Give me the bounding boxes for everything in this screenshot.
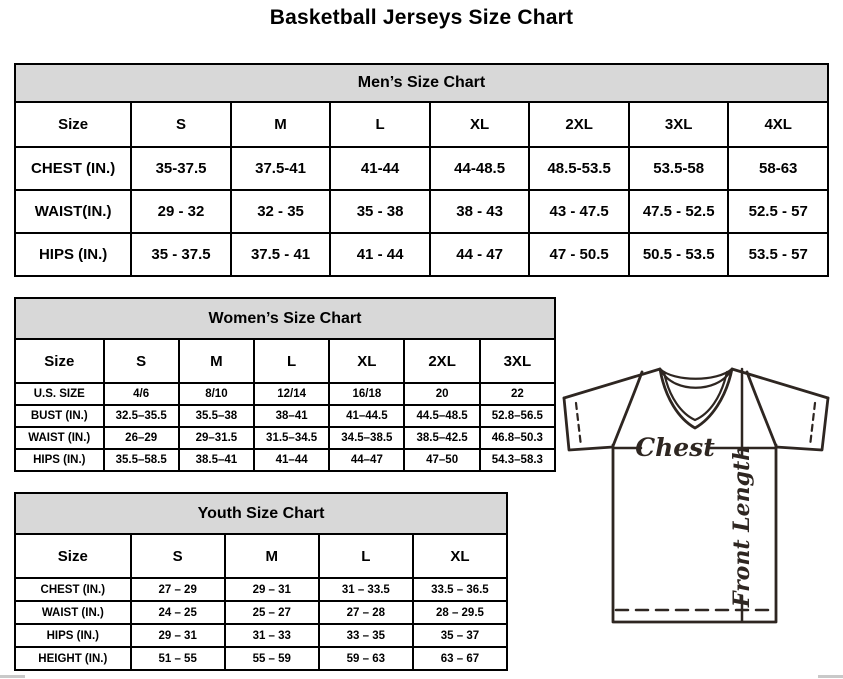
- size-value-cell: 31 – 33.5: [319, 578, 413, 601]
- table-row: [15, 449, 555, 471]
- table-row: [15, 190, 828, 233]
- measurement-row-label: U.S. SIZE: [15, 383, 104, 405]
- size-value-cell: 35.5–58.5: [104, 449, 179, 471]
- size-value-cell: 47–50: [404, 449, 479, 471]
- measurement-row-label: WAIST (IN.): [15, 427, 104, 449]
- size-value-cell: 24 – 25: [131, 601, 225, 624]
- size-value-cell: 27 – 29: [131, 578, 225, 601]
- womens-size-table: [14, 338, 556, 472]
- size-value-cell: 38.5–42.5: [404, 427, 479, 449]
- table-row: [15, 383, 555, 405]
- size-value-cell: 29–31.5: [179, 427, 254, 449]
- measurement-row-label: WAIST(IN.): [15, 190, 131, 233]
- jersey-shoulder-lines: [564, 369, 828, 398]
- size-value-cell: 4/6: [104, 383, 179, 405]
- size-value-cell: 38 - 43: [430, 190, 530, 233]
- measurement-row-label: HIPS (IN.): [15, 624, 131, 647]
- size-value-cell: 33.5 – 36.5: [413, 578, 507, 601]
- table-row: [15, 233, 828, 276]
- size-value-cell: 44–47: [329, 449, 404, 471]
- size-value-cell: 41–44: [254, 449, 329, 471]
- womens-chart-title: Women’s Size Chart: [14, 297, 556, 338]
- size-value-cell: 55 – 59: [225, 647, 319, 670]
- size-value-cell: 28 – 29.5: [413, 601, 507, 624]
- size-value-cell: 25 – 27: [225, 601, 319, 624]
- size-value-cell: 33 – 35: [319, 624, 413, 647]
- measurement-row-label: BUST (IN.): [15, 405, 104, 427]
- size-value-cell: 54.3–58.3: [480, 449, 555, 471]
- size-value-cell: 20: [404, 383, 479, 405]
- size-corner-header: Size: [15, 534, 131, 578]
- size-value-cell: 12/14: [254, 383, 329, 405]
- table-row: [15, 578, 507, 601]
- size-value-cell: 41 - 44: [330, 233, 430, 276]
- size-value-cell: 52.5 - 57: [728, 190, 828, 233]
- table-row: [15, 147, 828, 190]
- size-value-cell: 44-48.5: [430, 147, 530, 190]
- size-value-cell: 32.5–35.5: [104, 405, 179, 427]
- size-column-header: L: [254, 339, 329, 383]
- size-column-header: M: [231, 102, 331, 147]
- chest-label: Chest: [635, 433, 715, 462]
- size-value-cell: 22: [480, 383, 555, 405]
- size-value-cell: 38–41: [254, 405, 329, 427]
- size-value-cell: 44 - 47: [430, 233, 530, 276]
- table-row: [15, 647, 507, 670]
- size-value-cell: 29 – 31: [131, 624, 225, 647]
- size-value-cell: 34.5–38.5: [329, 427, 404, 449]
- jersey-right-sleeve: [776, 398, 828, 450]
- table-row: [15, 624, 507, 647]
- size-corner-header: Size: [15, 339, 104, 383]
- size-value-cell: 37.5-41: [231, 147, 331, 190]
- size-column-header: 3XL: [480, 339, 555, 383]
- size-value-cell: 53.5-58: [629, 147, 729, 190]
- size-corner-header: Size: [15, 102, 131, 147]
- measurement-row-label: WAIST (IN.): [15, 601, 131, 624]
- jersey-left-sleeve: [564, 398, 613, 450]
- size-value-cell: 35.5–38: [179, 405, 254, 427]
- size-value-cell: 31 – 33: [225, 624, 319, 647]
- size-column-header: M: [225, 534, 319, 578]
- size-column-header: XL: [413, 534, 507, 578]
- size-value-cell: 29 - 32: [131, 190, 231, 233]
- size-value-cell: 53.5 - 57: [728, 233, 828, 276]
- size-value-cell: 35 - 38: [330, 190, 430, 233]
- size-column-header: L: [330, 102, 430, 147]
- measurement-row-label: HIPS (IN.): [15, 233, 131, 276]
- size-column-header: S: [131, 534, 225, 578]
- mens-size-table: [14, 101, 829, 277]
- size-column-header: 2XL: [404, 339, 479, 383]
- size-value-cell: 38.5–41: [179, 449, 254, 471]
- measurement-row-label: CHEST (IN.): [15, 578, 131, 601]
- youth-size-chart: [14, 492, 508, 671]
- size-column-header: 3XL: [629, 102, 729, 147]
- table-row: [15, 601, 507, 624]
- size-value-cell: 35-37.5: [131, 147, 231, 190]
- size-value-cell: 35 - 37.5: [131, 233, 231, 276]
- size-value-cell: 16/18: [329, 383, 404, 405]
- youth-size-table: [14, 533, 508, 671]
- size-column-header: XL: [430, 102, 530, 147]
- size-column-header: S: [131, 102, 231, 147]
- front-length-label: Front Length: [729, 444, 755, 608]
- size-value-cell: 47.5 - 52.5: [629, 190, 729, 233]
- size-value-cell: 63 – 67: [413, 647, 507, 670]
- table-row: [15, 427, 555, 449]
- size-value-cell: 41-44: [330, 147, 430, 190]
- size-value-cell: 26–29: [104, 427, 179, 449]
- size-value-cell: 8/10: [179, 383, 254, 405]
- size-value-cell: 37.5 - 41: [231, 233, 331, 276]
- size-column-header: M: [179, 339, 254, 383]
- size-column-header: XL: [329, 339, 404, 383]
- size-value-cell: 27 – 28: [319, 601, 413, 624]
- scrollbar-fragment-left: [0, 675, 25, 678]
- mens-size-chart: [14, 63, 829, 277]
- size-column-header: L: [319, 534, 413, 578]
- measurement-row-label: HIPS (IN.): [15, 449, 104, 471]
- size-value-cell: 35 – 37: [413, 624, 507, 647]
- size-value-cell: 52.8–56.5: [480, 405, 555, 427]
- jersey-measurement-diagram: [552, 356, 840, 656]
- size-column-header: 2XL: [529, 102, 629, 147]
- size-value-cell: 41–44.5: [329, 405, 404, 427]
- youth-chart-title: Youth Size Chart: [14, 492, 508, 533]
- size-value-cell: 32 - 35: [231, 190, 331, 233]
- size-value-cell: 31.5–34.5: [254, 427, 329, 449]
- womens-size-chart: [14, 297, 556, 472]
- table-row: [15, 405, 555, 427]
- measurement-row-label: CHEST (IN.): [15, 147, 131, 190]
- size-value-cell: 47 - 50.5: [529, 233, 629, 276]
- size-value-cell: 44.5–48.5: [404, 405, 479, 427]
- size-value-cell: 48.5-53.5: [529, 147, 629, 190]
- jersey-collar-arcs: [660, 369, 732, 388]
- scrollbar-fragment-right: [818, 675, 843, 678]
- mens-chart-title: Men’s Size Chart: [14, 63, 829, 101]
- size-value-cell: 51 – 55: [131, 647, 225, 670]
- size-value-cell: 50.5 - 53.5: [629, 233, 729, 276]
- page-title: Basketball Jerseys Size Chart: [269, 6, 574, 29]
- size-value-cell: 59 – 63: [319, 647, 413, 670]
- measurement-row-label: HEIGHT (IN.): [15, 647, 131, 670]
- size-value-cell: 46.8–50.3: [480, 427, 555, 449]
- size-value-cell: 43 - 47.5: [529, 190, 629, 233]
- size-column-header: S: [104, 339, 179, 383]
- size-value-cell: 29 – 31: [225, 578, 319, 601]
- size-column-header: 4XL: [728, 102, 828, 147]
- size-value-cell: 58-63: [728, 147, 828, 190]
